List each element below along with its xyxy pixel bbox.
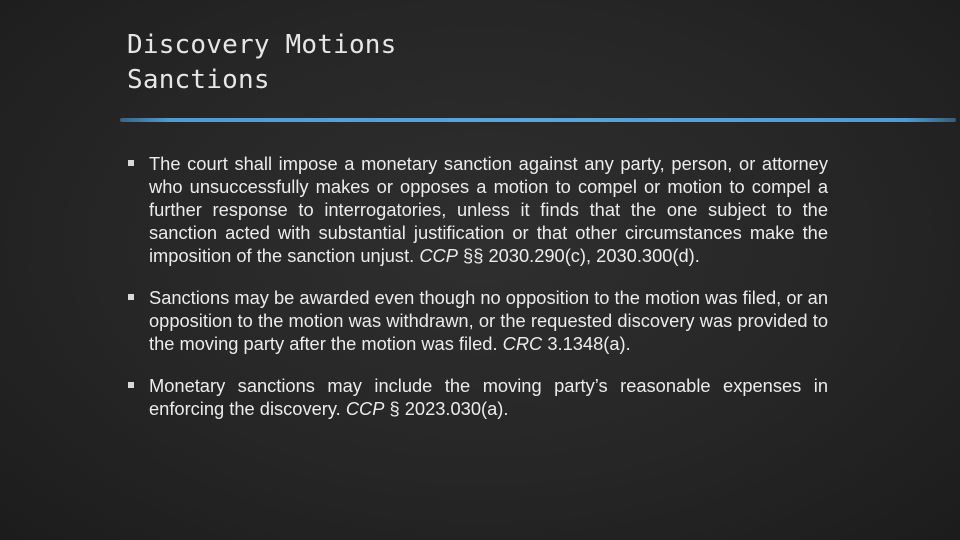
title-line-1: Discovery Motions (127, 30, 397, 60)
bullet-item (128, 286, 828, 355)
citation-abbrev: CCP (345, 398, 385, 419)
citation-abbrev: CRC (502, 333, 543, 354)
square-bullet-icon (128, 294, 134, 300)
square-bullet-icon (128, 382, 134, 388)
square-bullet-icon (128, 160, 134, 166)
slide-title (127, 28, 827, 98)
citation-abbrev: CCP (419, 245, 458, 266)
bullet-item (128, 374, 828, 420)
citation-ref: §§ 2030.290(c), 2030.300(d). (463, 245, 700, 266)
bullet-list (128, 152, 828, 439)
bullet-text: The court shall impose a monetary sanction against any party, person, or attorney who unsuccessfully makes or opposes a motion to compel or motion to compel a further response to interrogatories, unless it finds that the one subject to the sanction acted with substantial justification or that other circumstances make the imposition of the sanction unjust. (149, 153, 828, 266)
bullet-text: Monetary sanctions may include the moving party’s reasonable expenses in enforcing the discovery. (149, 375, 828, 419)
bullet-item (128, 152, 828, 267)
citation-ref: § 2023.030(a). (389, 398, 509, 419)
citation-ref: 3.1348(a). (547, 333, 631, 354)
title-divider (120, 118, 956, 122)
bullet-text: Sanctions may be awarded even though no opposition to the motion was filed, or an opposition to the motion was withdrawn, or the requested discovery was provided to the moving party after the motion was filed. (149, 287, 828, 354)
title-line-2: Sanctions (127, 65, 270, 95)
